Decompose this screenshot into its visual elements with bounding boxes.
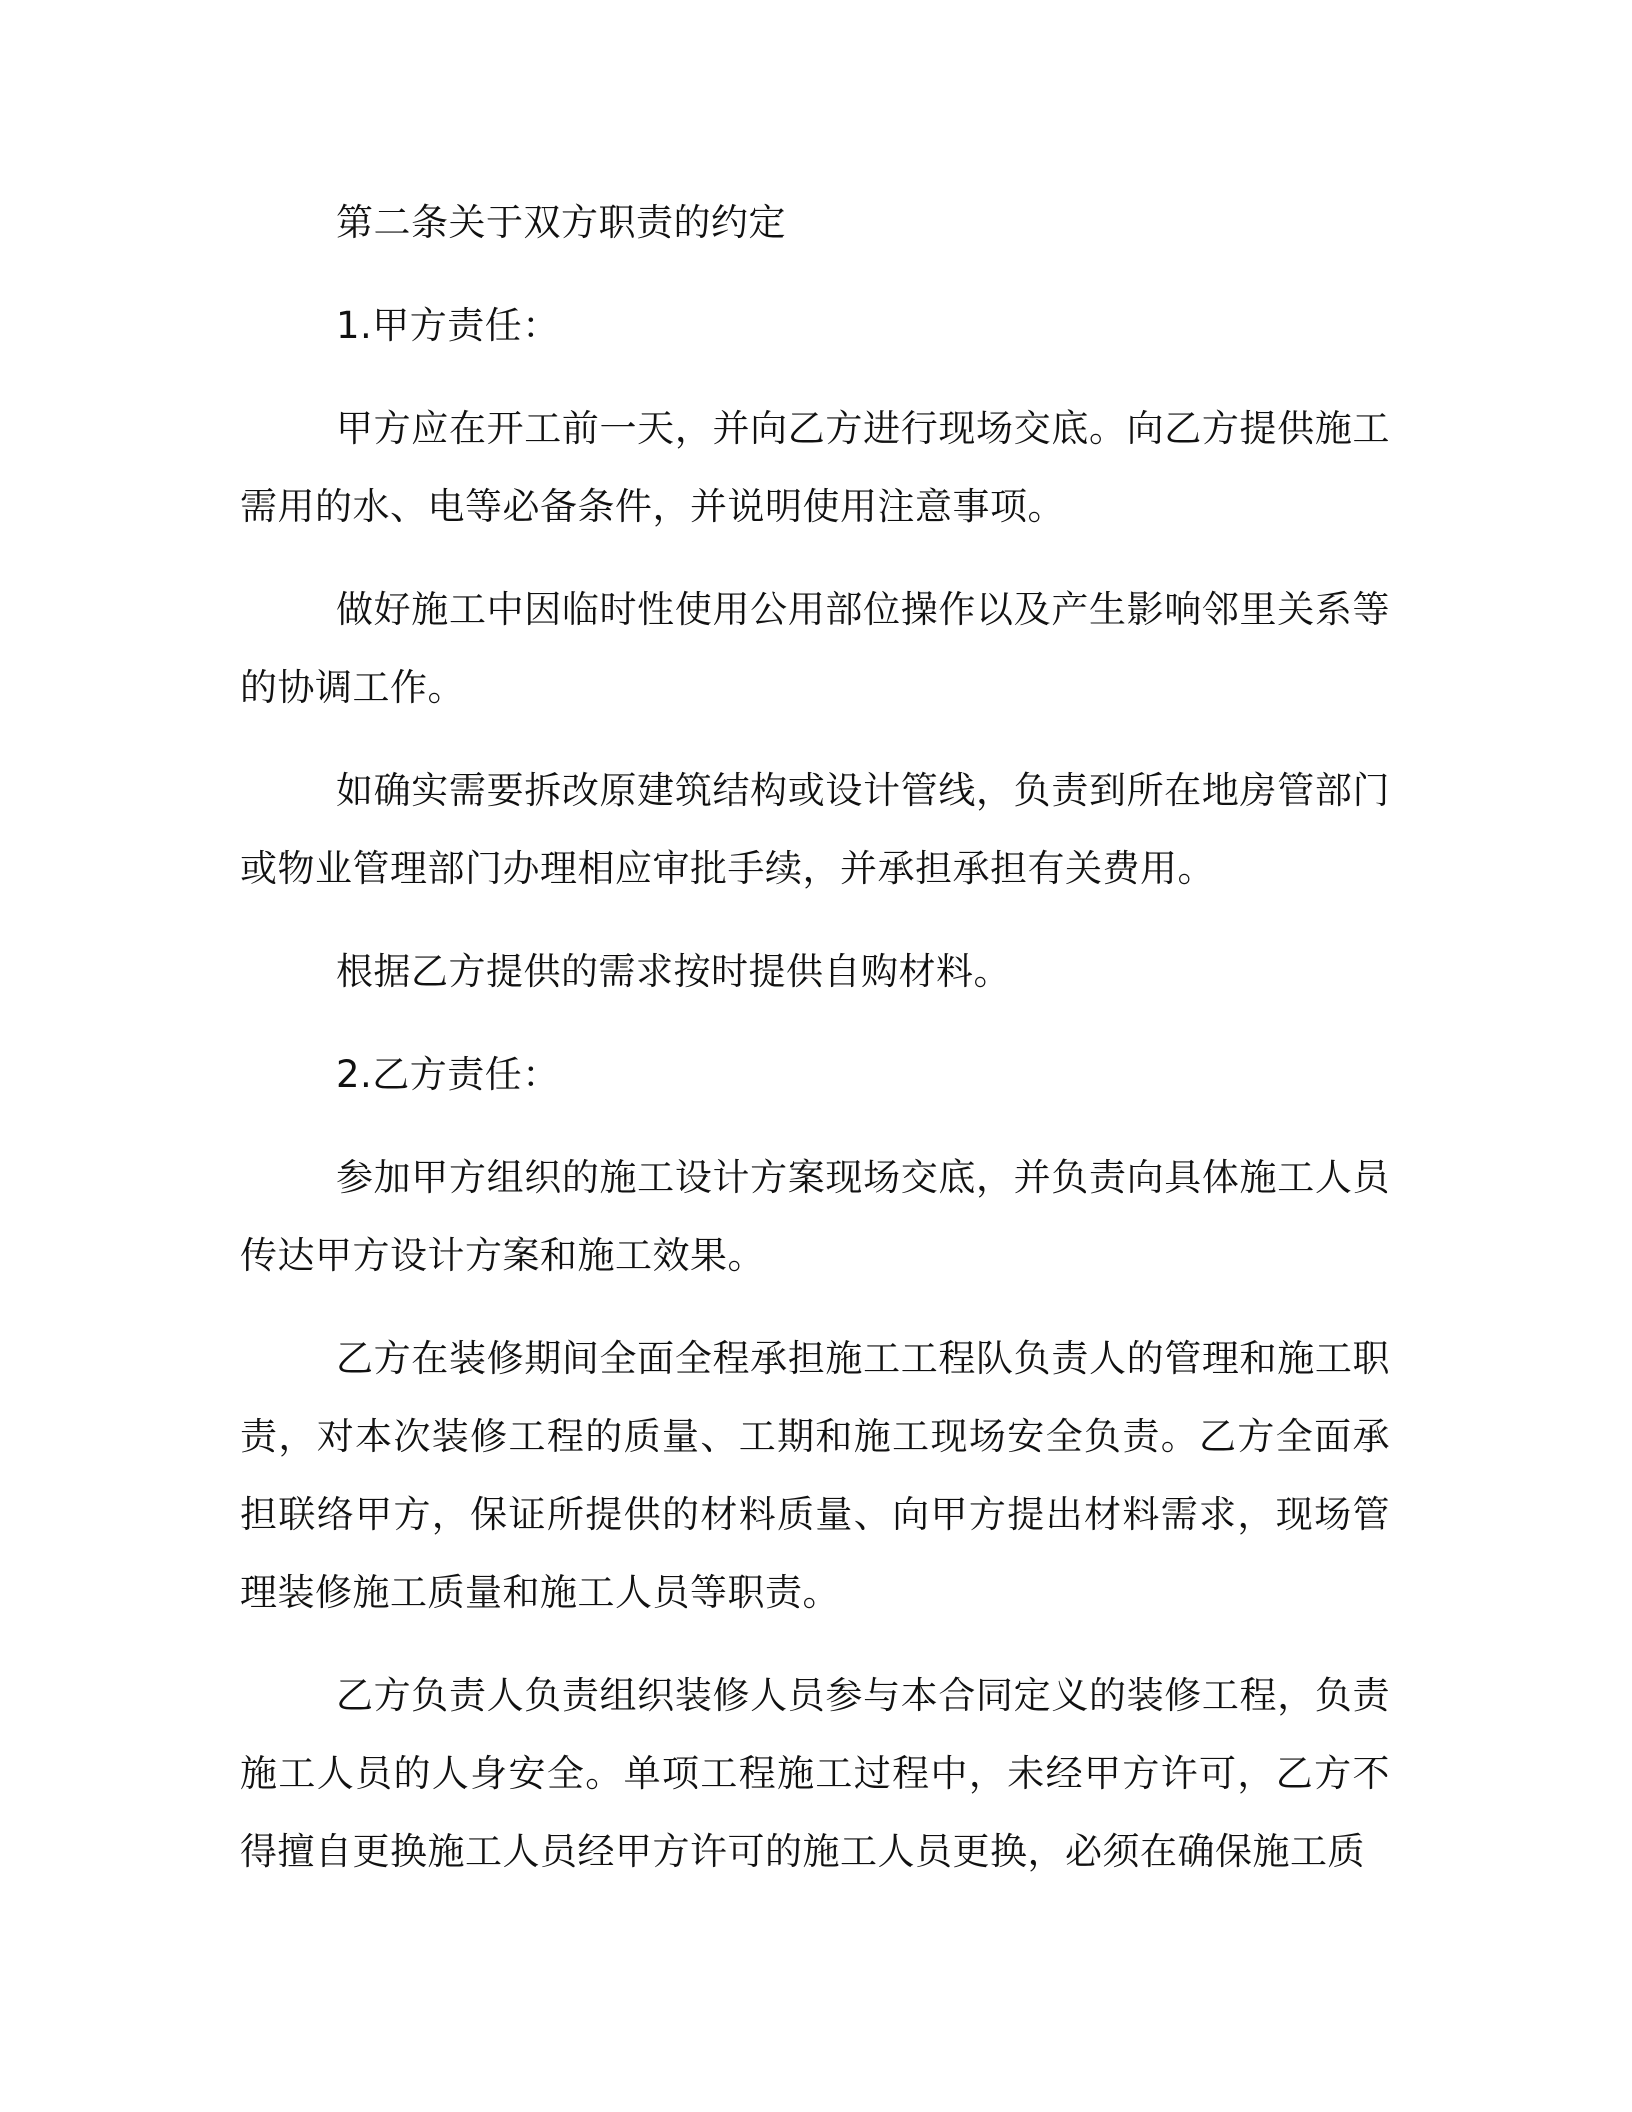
party-b-heading: 2.乙方责任：: [336, 1053, 560, 1096]
party-a-paragraph-3: 如确实需要拆改原建筑结构或设计管线，负责到所在地房管部门或物业管理部门办理相应审批手续，并承担承担有关费用。: [240, 769, 1390, 890]
party-a-paragraph-2: 做好施工中因临时性使用公用部位操作以及产生影响邻里关系等的协调工作。: [240, 588, 1390, 709]
party-b-paragraph-3: 乙方负责人负责组织装修人员参与本合同定义的装修工程，负责施工人员的人身安全。单项工程施工过程中，未经甲方许可，乙方不得擅自更换施工人员经甲方许可的施工人员更换，必须在确保施工质: [240, 1674, 1390, 1873]
party-a-heading: 1.甲方责任：: [336, 304, 560, 347]
party-b-paragraph-2: 乙方在装修期间全面全程承担施工工程队负责人的管理和施工职责，对本次装修工程的质量、工期和施工现场安全负责。乙方全面承担联络甲方，保证所提供的材料质量、向甲方提出材料需求，现场管理装修施工质量和施工人员等职责。: [240, 1337, 1390, 1614]
party-b-paragraph-1: 参加甲方组织的施工设计方案现场交底，并负责向具体施工人员传达甲方设计方案和施工效果。: [240, 1156, 1390, 1277]
party-a-paragraph-1: 甲方应在开工前一天，并向乙方进行现场交底。向乙方提供施工需用的水、电等必备条件，并说明使用注意事项。: [240, 407, 1390, 528]
party-a-paragraph-4: 根据乙方提供的需求按时提供自购材料。: [336, 950, 1011, 993]
section-title: 第二条关于双方职责的约定: [336, 201, 786, 244]
document-body: [240, 184, 1390, 1916]
